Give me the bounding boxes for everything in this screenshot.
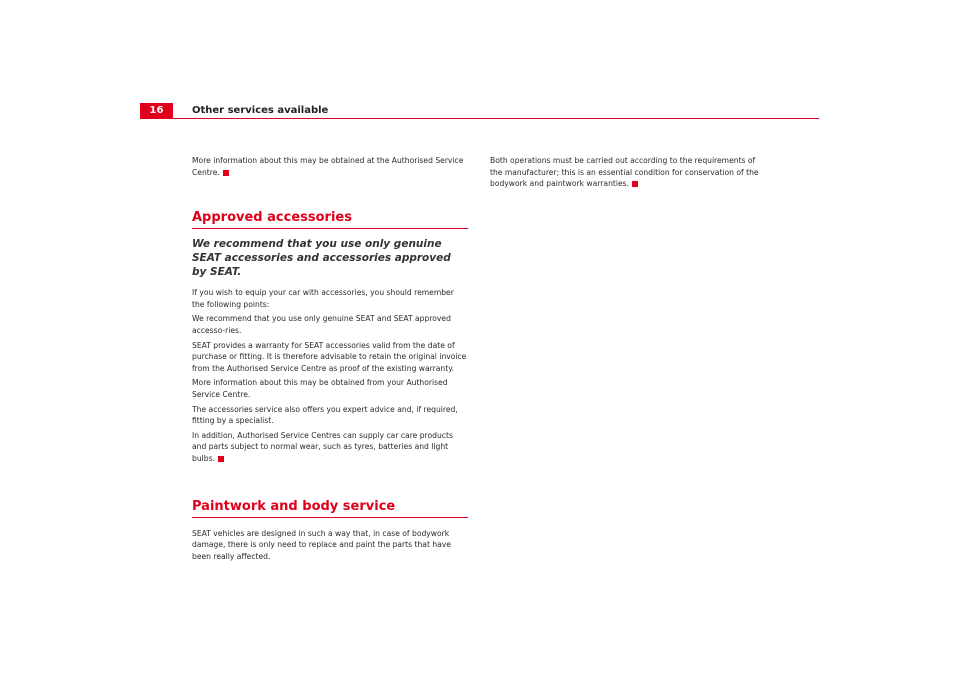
header-rule xyxy=(173,118,819,119)
paragraph-text: In addition, Authorised Service Centres can supply car care products and parts subject to normal wear, such as tyres, batteries and light bulbs. xyxy=(192,430,453,463)
section-end-marker xyxy=(632,181,638,187)
section-heading: Paintwork and body service xyxy=(192,498,396,514)
paragraph xyxy=(490,155,770,190)
section-approved-accessories xyxy=(192,210,468,464)
paragraph xyxy=(192,155,468,178)
paragraph-text: More information about this may be obtained at the Authorised Service Centre. xyxy=(192,156,464,177)
left-column xyxy=(192,155,468,565)
section-end-marker xyxy=(223,170,229,176)
right-column xyxy=(490,155,770,193)
paragraph: The accessories service also offers you expert advice and, if required, fitting by a specialist. xyxy=(192,404,458,426)
heading-rule xyxy=(192,228,468,229)
header-title: Other services available xyxy=(192,105,329,116)
section-intro: We recommend that you use only genuine SEAT accessories and accessories approved by SEAT. xyxy=(192,238,451,279)
paragraph: More information about this may be obtained from your Authorised Service Centre. xyxy=(192,378,448,399)
paragraph: If you wish to equip your car with accessories, you should remember the following points: xyxy=(192,288,454,309)
paragraph xyxy=(192,430,468,465)
section-heading: Approved accessories xyxy=(192,210,352,226)
paragraph-text: Both operations must be carried out according to the requirements of the manufacturer; this is an essential condition for conservation of the bodywork and paintwork warranties. xyxy=(490,156,759,189)
page-number: 16 xyxy=(140,103,173,119)
paragraph: SEAT provides a warranty for SEAT accessories valid from the date of purchase or fitting. It is therefore advisable to retain the original invoice from the Authorised Service Centre as proof of the existing warranty. xyxy=(192,340,467,373)
paragraph: We recommend that you use only genuine SEAT and SEAT approved accesso-ries. xyxy=(192,314,451,335)
heading-rule xyxy=(192,517,468,518)
section-paintwork-body-service xyxy=(192,499,468,563)
paragraph: SEAT vehicles are designed in such a way that, in case of bodywork damage, there is only need to replace and paint the parts that have been really affected. xyxy=(192,528,451,561)
section-end-marker xyxy=(218,456,224,462)
